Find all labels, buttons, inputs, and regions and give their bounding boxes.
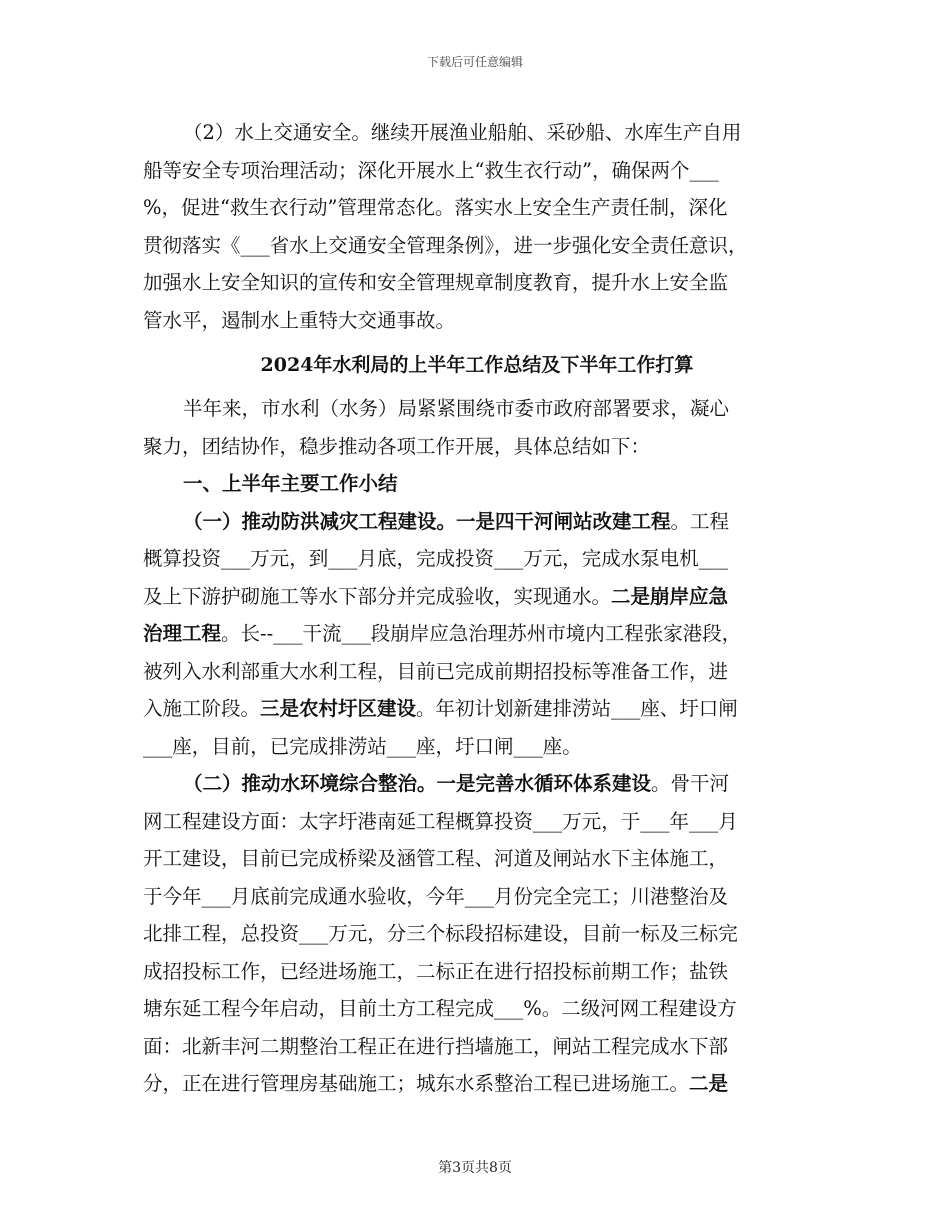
text-span: 。骨干河 bbox=[651, 772, 730, 795]
text-line: （2）水上交通安全。继续开展渔业船舶、采砂船、水库生产自用 bbox=[183, 121, 742, 144]
text-line: 聚力，团结协作，稳步推动各项工作开展，具体总结如下： bbox=[143, 434, 651, 458]
text-span: 入施工阶段。 bbox=[143, 697, 261, 720]
text-line: ___座，目前，已完成排涝站___座，圩口闸___座。 bbox=[143, 734, 582, 758]
page-footer: 第3页共8页 bbox=[438, 1160, 512, 1176]
text-line: 成招投标工作，已经进场施工，二标正在进行招投标前期工作；盐铁 bbox=[143, 959, 729, 983]
text-line bbox=[143, 690, 811, 728]
text-line: 网工程建设方面：太字圩港南延工程概算投资___万元，于___年___月 bbox=[143, 809, 738, 833]
text-line: %，促进“救生衣行动”管理常态化。落实水上安全生产责任制，深化 bbox=[143, 196, 728, 219]
text-line: 被列入水利部重大水利工程，目前已完成前期招投标等准备工作，进 bbox=[143, 659, 729, 683]
text-line bbox=[143, 1065, 811, 1103]
text-line: 北排工程，总投资___万元，分三个标段招标建设，目前一标及三标完 bbox=[143, 922, 738, 945]
text-line: 面：北新丰河二期整治工程正在进行挡墙施工，闸站工程完成水下部 bbox=[143, 1034, 729, 1058]
text-line: 船等安全专项治理活动；深化开展水上“救生衣行动”，确保两个___ bbox=[143, 158, 719, 182]
text-line: 于今年___月底前完成通水验收，今年___月份完全完工；川港整治及 bbox=[143, 884, 729, 908]
text-line: 塘东延工程今年启动，目前土方工程完成___%。二级河网工程建设方 bbox=[143, 997, 737, 1020]
bold-text: （一）推动防洪减灾工程建设。一是四干河闸站改建工程 bbox=[183, 509, 671, 533]
text-line: 贯彻落实《___省水上交通安全管理条例》，进一步强化安全责任意识， bbox=[143, 233, 748, 257]
bold-text: 二是 bbox=[689, 1072, 729, 1095]
text-line: 管水平，遏制水上重特大交通事故。 bbox=[143, 308, 456, 332]
bold-text: 治理工程 bbox=[143, 622, 222, 645]
bold-text: 二是崩岸应急 bbox=[611, 584, 729, 608]
document-body bbox=[143, 114, 811, 1103]
text-line bbox=[143, 503, 811, 541]
paragraph-water-traffic bbox=[143, 114, 811, 339]
text-line: 概算投资___万元，到___月底，完成投资___万元，完成水泵电机___ bbox=[143, 547, 729, 570]
paragraph-water-environment bbox=[143, 765, 811, 1103]
text-line bbox=[143, 765, 811, 803]
text-span: 。长--___干流___段崩岸应急治理苏州市境内工程张家港段， bbox=[221, 622, 742, 645]
section-heading: 一、上半年主要工作小结 bbox=[183, 472, 398, 495]
bold-text: （二）推动水环境综合整治。一是完善水循环体系建设 bbox=[183, 772, 652, 795]
text-span: 及上下游护砌施工等水下部分并完成验收，实现通水。 bbox=[143, 584, 612, 608]
text-span: 分，正在进行管理房基础施工；城东水系整治工程已进场施工。 bbox=[143, 1072, 690, 1095]
text-span: 。年初计划新建排涝站___座、圩口闸 bbox=[416, 697, 738, 720]
text-span: 。工程 bbox=[670, 509, 730, 533]
document-title: 2024年水利局的上半年工作总结及下半年工作打算 bbox=[260, 354, 694, 376]
page-header: 下载后可任意编辑 bbox=[426, 55, 523, 69]
text-line: 开工建设，目前已完成桥梁及涵管工程、河道及闸站水下主体施工， bbox=[143, 847, 729, 870]
text-line: 加强水上安全知识的宣传和安全管理规章制度教育，提升水上安全监 bbox=[143, 271, 729, 294]
text-line bbox=[143, 578, 811, 616]
paragraph-flood-control bbox=[143, 503, 811, 766]
bold-text: 三是农村圩区建设 bbox=[260, 697, 417, 720]
text-line: 半年来，市水利（水务）局紧紧围绕市委市政府部署要求，凝心 bbox=[183, 397, 730, 420]
paragraph-intro bbox=[143, 390, 811, 465]
text-line bbox=[143, 615, 811, 653]
